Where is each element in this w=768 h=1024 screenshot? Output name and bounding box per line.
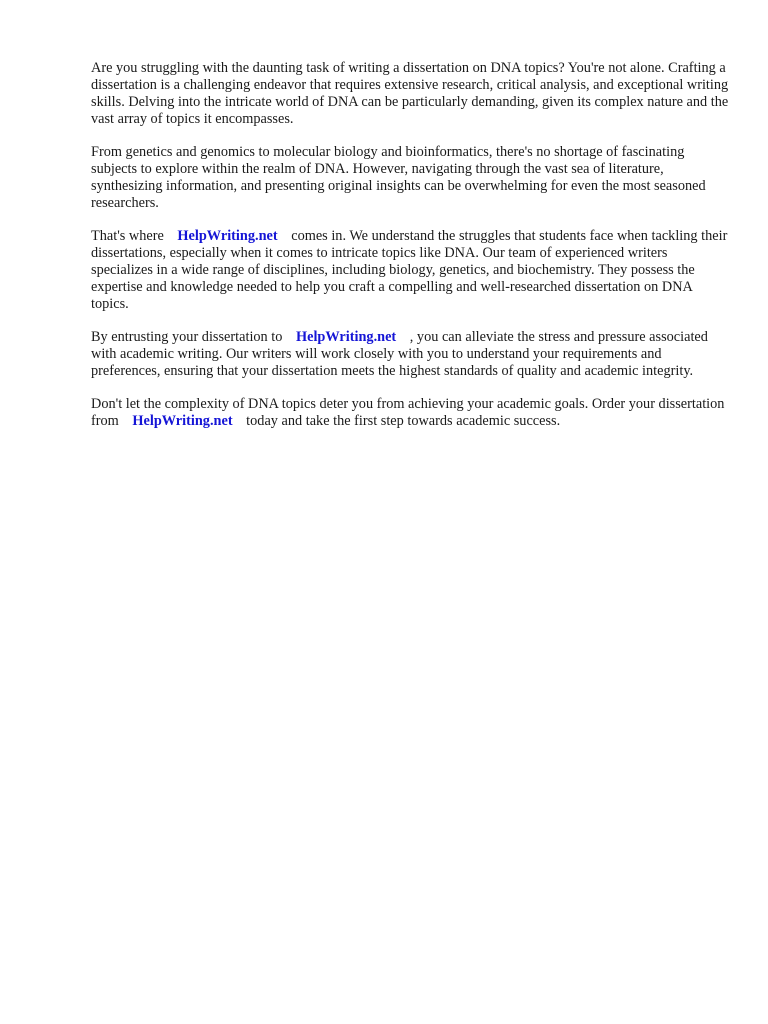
paragraph-entrust	[91, 329, 731, 380]
paragraph-text-before: Don't let the complexity of DNA topics deter you from achieving your academic goals. Order your dissertation from	[91, 396, 725, 429]
helpwriting-link[interactable]: HelpWriting.net	[177, 228, 278, 244]
paragraph-text-after: today and take the first step towards academic success.	[246, 413, 561, 429]
paragraph-text-after: , you can alleviate the stress and pressure associated with academic writing. Our writers will work closely with you to understand your requirements and preferences, ensuring that your dissertation meets the highest standards of quality and academic integrity.	[91, 329, 708, 379]
paragraph-text-before: By entrusting your dissertation to	[91, 329, 283, 345]
paragraph-intro: Are you struggling with the daunting task of writing a dissertation on DNA topics? You're not alone. Crafting a dissertation is a challenging endeavor that requires extensive research, critical analysis, and exceptional writing skills. Delving into the intricate world of DNA can be particularly demanding, given its complex nature and the vast array of topics it encompasses.	[91, 60, 729, 127]
paragraph-cta	[91, 396, 731, 430]
paragraph-topics: From genetics and genomics to molecular biology and bioinformatics, there's no shortage of fascinating subjects to explore within the realm of DNA. However, navigating through the vast sea of literature, synthesizing information, and presenting original insights can be overwhelming for even the most seasoned researchers.	[91, 144, 706, 211]
document-body	[91, 60, 731, 446]
paragraph-text-before: That's where	[91, 228, 164, 244]
paragraph-service	[91, 228, 731, 313]
helpwriting-link[interactable]: HelpWriting.net	[132, 413, 233, 429]
paragraph-text-after: comes in. We understand the struggles that students face when tackling their dissertations, especially when it comes to intricate topics like DNA. Our team of experienced writers specializes in a wide range of disciplines, including biology, genetics, and biochemistry. They possess the expertise and knowledge needed to help you craft a compelling and well-researched dissertation on DNA topics.	[91, 228, 728, 312]
helpwriting-link[interactable]: HelpWriting.net	[295, 329, 397, 345]
